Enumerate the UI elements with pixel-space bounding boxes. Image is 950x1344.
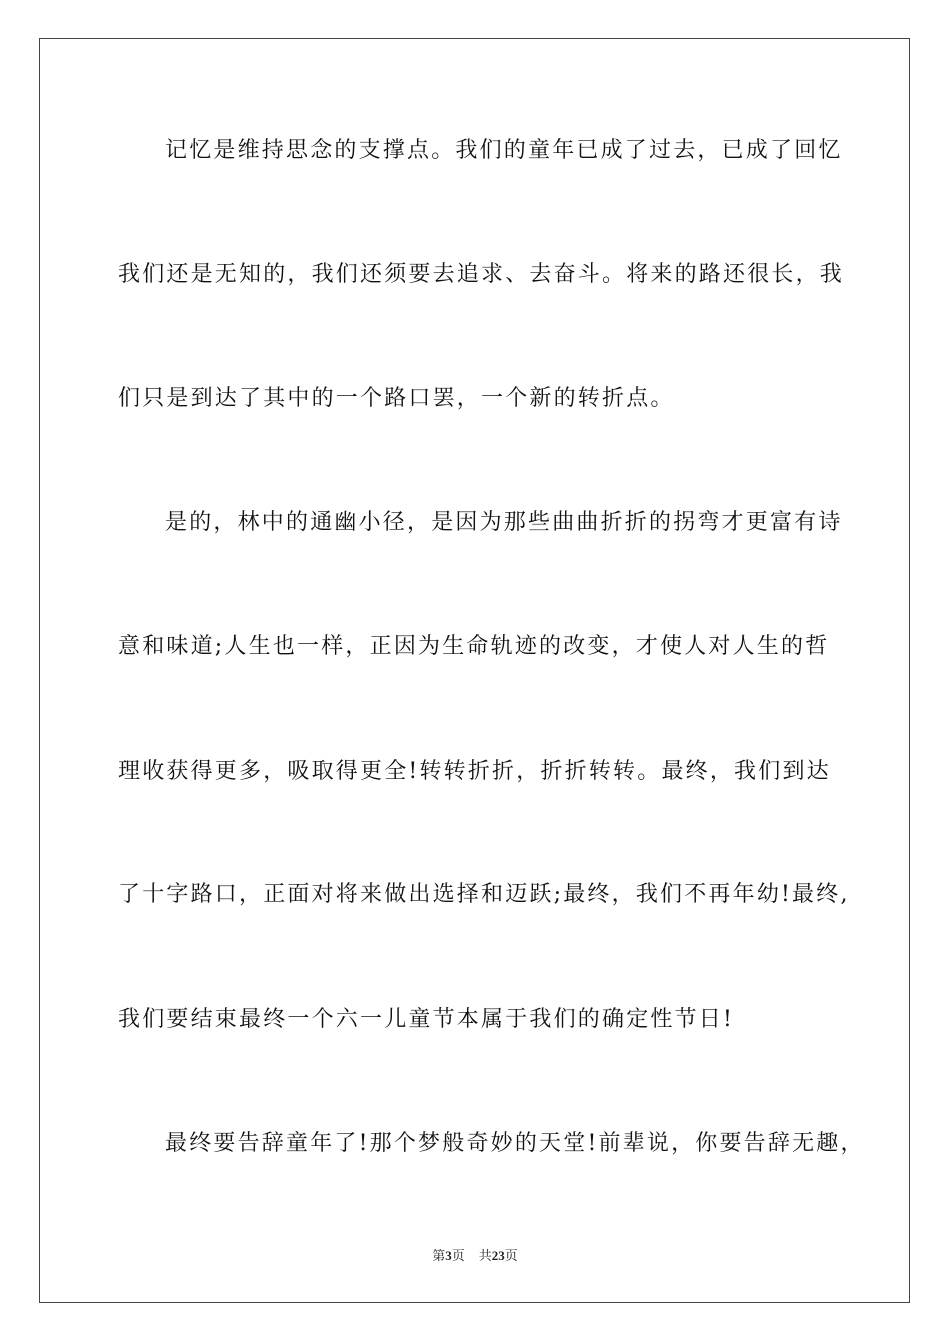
- footer-page-prefix: 第: [432, 1249, 446, 1264]
- paragraph-2-line-4: 了十字路口，正面对将来做出选择和迈跃;最终，我们不再年幼!最终,: [118, 882, 850, 907]
- footer-page-number: 3: [445, 1248, 452, 1263]
- paragraph-1-line-3: 们只是到达了其中的一个路口罢，一个新的转折点。: [118, 386, 675, 411]
- paragraph-2-line-3: 理收获得更多，吸取得更全!转转折折，折折转转。最终，我们到达: [118, 759, 831, 784]
- footer-total-suffix: 页: [504, 1249, 518, 1264]
- page-border: [39, 38, 910, 1303]
- paragraph-2-line-2: 意和味道;人生也一样，正因为生命轨迹的改变，才使人对人生的哲: [118, 634, 830, 659]
- paragraph-1-line-1: 记忆是维持思念的支撑点。我们的童年已成了过去，已成了回忆: [165, 138, 843, 163]
- footer-total-number: 23: [491, 1248, 505, 1263]
- paragraph-3-line-1: 最终要告辞童年了!那个梦般奇妙的天堂!前辈说，你要告辞无趣，: [165, 1131, 865, 1156]
- paragraph-2-line-1: 是的，林中的通幽小径，是因为那些曲曲折折的拐弯才更富有诗: [165, 510, 843, 535]
- footer-total-prefix: 共: [478, 1249, 492, 1264]
- paragraph-1-line-2: 我们还是无知的，我们还须要去追求、去奋斗。将来的路还很长，我: [118, 262, 845, 287]
- paragraph-2-line-5: 我们要结束最终一个六一儿童节本属于我们的确定性节日!: [118, 1007, 735, 1032]
- footer-page-suffix: 页: [451, 1249, 465, 1264]
- page-footer: [0, 1246, 950, 1267]
